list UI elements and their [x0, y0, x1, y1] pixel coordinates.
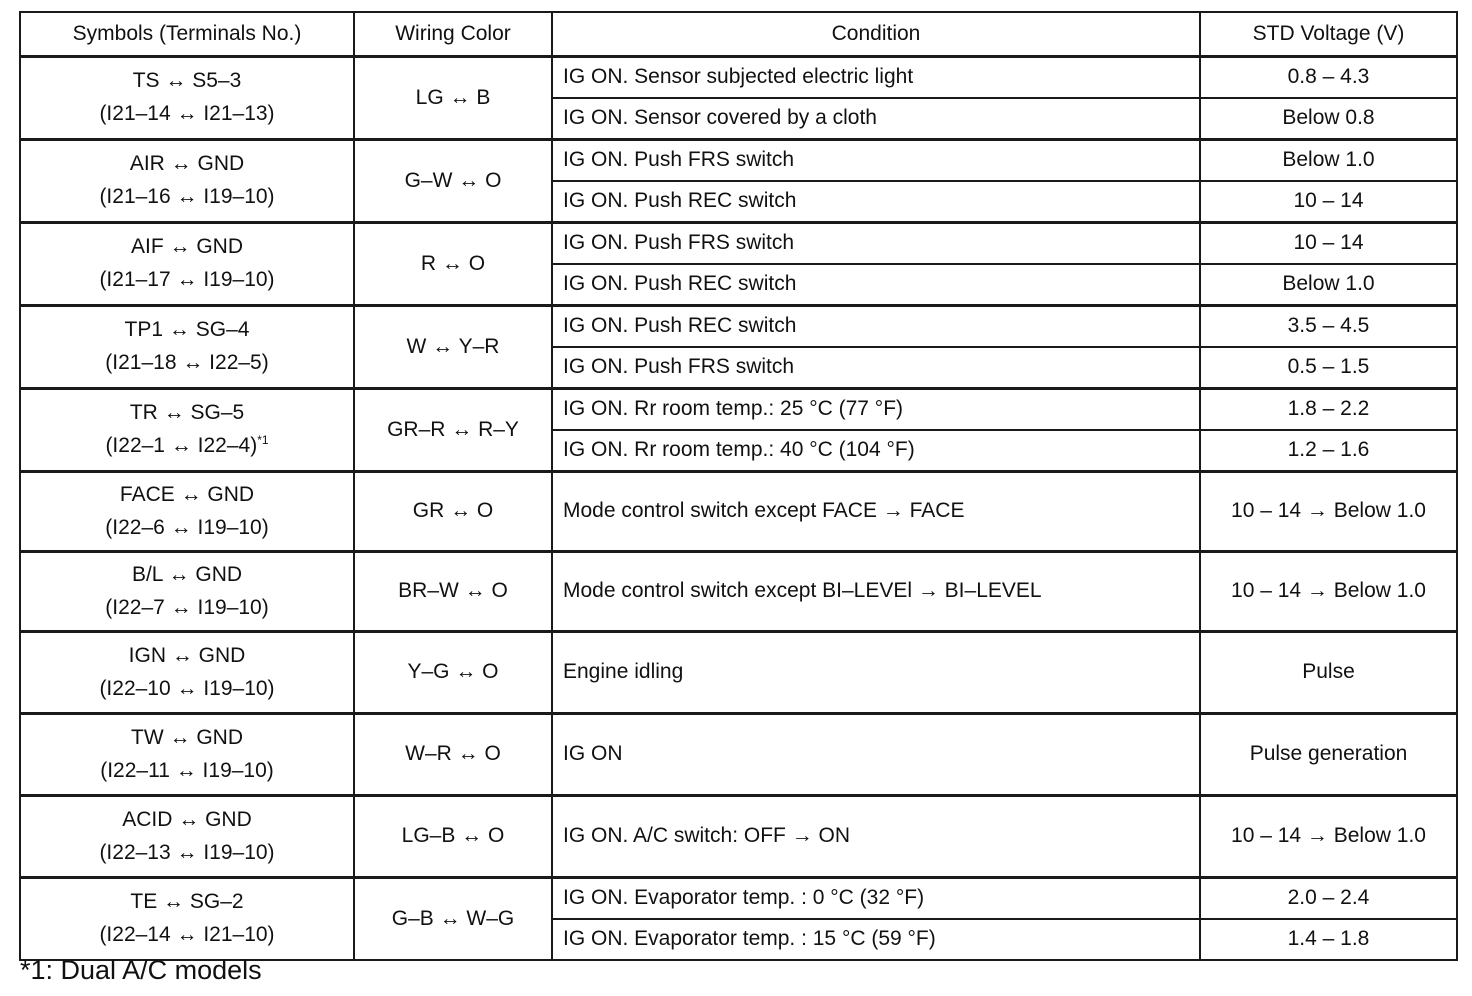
symbol-cell: [20, 878, 354, 961]
terminal-numbers: [21, 264, 353, 297]
std-voltage-cell: 3.5 – 4.5: [1200, 306, 1457, 348]
condition-cell: IG ON. Push REC switch: [552, 264, 1200, 306]
terminal-numbers-text: (I21–16 ↔ I19–10): [99, 185, 275, 208]
condition-cell: IG ON. Push FRS switch: [552, 223, 1200, 265]
wiring-color-cell: Y–G ↔ O: [354, 632, 552, 714]
std-voltage-cell: 1.4 – 1.8: [1200, 919, 1457, 960]
symbol-pair: TS ↔ S5–3: [132, 69, 242, 93]
wiring-color-cell: W–R ↔ O: [354, 714, 552, 796]
table-row: [20, 57, 1457, 99]
condition-cell: IG ON. Rr room temp.: 25 °C (77 °F): [552, 389, 1200, 431]
symbol-pair: IGN ↔ GND: [128, 643, 246, 667]
terminal-numbers: [21, 755, 353, 788]
terminal-numbers: [21, 181, 353, 214]
wiring-color-cell: GR–R ↔ R–Y: [354, 389, 552, 472]
header-condition: Condition: [552, 12, 1200, 57]
header-symbols: Symbols (Terminals No.): [20, 12, 354, 57]
wiring-color-cell: BR–W ↔ O: [354, 552, 552, 632]
terminal-numbers-text: (I22–10 ↔ I19–10): [99, 676, 275, 700]
condition-cell: Engine idling: [552, 632, 1200, 714]
condition-cell: Mode control switch except BI–LEVEl → BI–LEVEL: [552, 552, 1200, 632]
condition-cell: IG ON. Sensor covered by a cloth: [552, 98, 1200, 140]
std-voltage-cell: Pulse generation: [1200, 714, 1457, 796]
terminal-numbers: [21, 673, 353, 706]
condition-cell: IG ON. Evaporator temp. : 15 °C (59 °F): [552, 919, 1200, 960]
symbol-cell: [20, 57, 354, 140]
std-voltage-cell: 0.8 – 4.3: [1200, 57, 1457, 99]
wiring-color-cell: G–B ↔ W–G: [354, 878, 552, 961]
std-voltage-cell: 10 – 14 → Below 1.0: [1200, 472, 1457, 552]
symbol-pair: AIR ↔ GND: [129, 152, 245, 176]
wiring-color-cell: R ↔ O: [354, 223, 552, 306]
header-wiring-color: Wiring Color: [354, 12, 552, 57]
footnote: *1: Dual A/C models: [20, 955, 262, 985]
table-row: [20, 552, 1457, 632]
terminal-numbers: [21, 592, 353, 625]
table-row: [20, 796, 1457, 878]
terminal-voltage-table: [19, 11, 1458, 961]
terminal-numbers-text: (I22–14 ↔ I21–10): [99, 923, 275, 946]
condition-cell: IG ON. Evaporator temp. : 0 °C (32 °F): [552, 878, 1200, 920]
table-row: [20, 632, 1457, 714]
symbol-cell: [20, 632, 354, 714]
condition-cell: IG ON. Push FRS switch: [552, 140, 1200, 182]
std-voltage-cell: 1.2 – 1.6: [1200, 430, 1457, 472]
std-voltage-cell: Below 0.8: [1200, 98, 1457, 140]
wiring-color-cell: LG ↔ B: [354, 57, 552, 140]
wiring-color-cell: G–W ↔ O: [354, 140, 552, 223]
std-voltage-cell: 10 – 14 → Below 1.0: [1200, 552, 1457, 632]
std-voltage-cell: 10 – 14 → Below 1.0: [1200, 796, 1457, 878]
symbol-cell: [20, 796, 354, 878]
std-voltage-cell: Pulse: [1200, 632, 1457, 714]
std-voltage-cell: Below 1.0: [1200, 264, 1457, 306]
symbol-pair: TW ↔ GND: [131, 725, 243, 749]
terminal-numbers-text: (I21–17 ↔ I19–10): [99, 268, 275, 291]
header-std-voltage: STD Voltage (V): [1200, 12, 1457, 57]
terminal-numbers-text: (I21–18 ↔ I22–5): [105, 351, 269, 374]
symbol-pair: TE ↔ SG–2: [130, 890, 244, 914]
terminal-numbers-text: (I22–7 ↔ I19–10): [105, 595, 269, 619]
condition-cell: IG ON. Push FRS switch: [552, 347, 1200, 389]
symbol-pair: B/L ↔ GND: [131, 562, 243, 586]
symbol-cell: [20, 389, 354, 472]
symbol-pair: FACE ↔ GND: [119, 482, 255, 506]
table-row: [20, 223, 1457, 265]
table-row: [20, 714, 1457, 796]
table-row: [20, 389, 1457, 431]
wiring-color-cell: LG–B ↔ O: [354, 796, 552, 878]
std-voltage-cell: 10 – 14: [1200, 181, 1457, 223]
table-header-row: [20, 12, 1457, 57]
footnote-marker: *1: [257, 433, 269, 447]
symbol-cell: [20, 140, 354, 223]
terminal-numbers: [21, 98, 353, 131]
std-voltage-cell: 0.5 – 1.5: [1200, 347, 1457, 389]
symbol-pair: TR ↔ SG–5: [129, 401, 245, 425]
std-voltage-cell: 1.8 – 2.2: [1200, 389, 1457, 431]
symbol-cell: [20, 714, 354, 796]
symbol-cell: [20, 472, 354, 552]
terminal-numbers-text: (I22–11 ↔ I19–10): [100, 758, 274, 782]
terminal-numbers-text: (I22–1 ↔ I22–4): [105, 434, 258, 457]
symbol-cell: [20, 552, 354, 632]
wiring-color-cell: W ↔ Y–R: [354, 306, 552, 389]
terminal-numbers-text: (I22–6 ↔ I19–10): [105, 515, 269, 539]
symbol-cell: [20, 306, 354, 389]
terminal-numbers: [21, 512, 353, 545]
condition-cell: IG ON. Push REC switch: [552, 181, 1200, 223]
table-row: [20, 472, 1457, 552]
symbol-pair: AIF ↔ GND: [130, 235, 243, 259]
symbol-cell: [20, 223, 354, 306]
wiring-color-cell: GR ↔ O: [354, 472, 552, 552]
condition-cell: Mode control switch except FACE → FACE: [552, 472, 1200, 552]
condition-cell: IG ON. Push REC switch: [552, 306, 1200, 348]
terminal-numbers-text: (I21–14 ↔ I21–13): [99, 102, 275, 125]
symbol-pair: ACID ↔ GND: [122, 807, 252, 831]
std-voltage-cell: Below 1.0: [1200, 140, 1457, 182]
condition-cell: IG ON. A/C switch: OFF → ON: [552, 796, 1200, 878]
table-row: [20, 140, 1457, 182]
table-row: [20, 306, 1457, 348]
condition-cell: IG ON: [552, 714, 1200, 796]
terminal-numbers: [21, 430, 353, 463]
terminal-numbers: [21, 347, 353, 380]
condition-cell: IG ON. Rr room temp.: 40 °C (104 °F): [552, 430, 1200, 472]
std-voltage-cell: 2.0 – 2.4: [1200, 878, 1457, 920]
table-body: [20, 57, 1457, 961]
symbol-pair: TP1 ↔ SG–4: [124, 318, 250, 342]
terminal-numbers-text: (I22–13 ↔ I19–10): [99, 840, 275, 864]
table-row: [20, 878, 1457, 920]
terminal-numbers: [21, 837, 353, 870]
terminal-numbers: [21, 919, 353, 952]
condition-cell: IG ON. Sensor subjected electric light: [552, 57, 1200, 99]
std-voltage-cell: 10 – 14: [1200, 223, 1457, 265]
